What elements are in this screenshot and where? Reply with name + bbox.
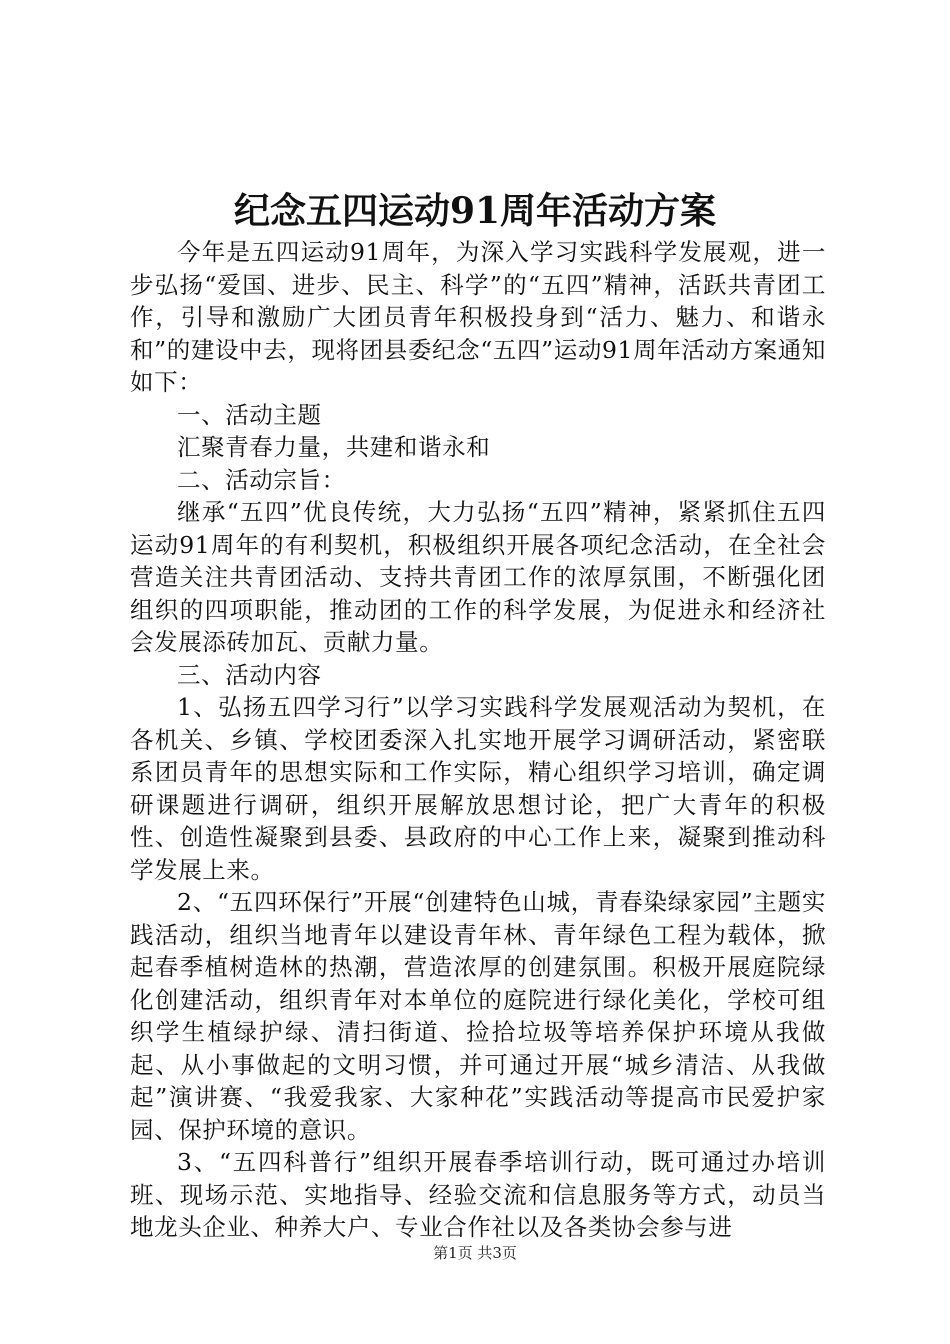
- document-body: [130, 236, 826, 1244]
- document-title: 纪念五四运动91周年活动方案: [233, 190, 717, 232]
- paragraph-item-3: 3、“五四科普行”组织开展春季培训行动，既可通过办培训班、现场示范、实地指导、经验交流和信息服务等方式，动员当地龙头企业、种养大户、专业合作社以及各类协会参与进: [130, 1148, 826, 1241]
- heading-activity-purpose: 二、活动宗旨：: [177, 465, 346, 494]
- paragraph-item-2: 2、“五四环保行”开展“创建特色山城，青春染绿家园”主题实践活动，组织当地青年以建设青年林、青年绿色工程为载体，掀起春季植树造林的热潮，营造浓厚的创建氛围。积极开展庭院绿化创建活动，组织青年对本单位的庭院进行绿化美化，学校可组织学生植绿护绿、清扫街道、捡拾垃圾等培养保护环境从我做起、从小事做起的文明习惯，并可通过开展“城乡清洁、从我做起”演讲赛、“我爱我家、大家种花”实践活动等提高市民爱护家园、保护环境的意识。: [130, 888, 826, 1144]
- page-number-footer: 第1页 共3页: [433, 1244, 517, 1262]
- paragraph-item-1: 1、弘扬五四学习行”以学习实践科学发展观活动为契机，在各机关、乡镇、学校团委深入扎实地开展学习调研活动，紧密联系团员青年的思想实际和工作实际，精心组织学习培训，确定调研课题进行调研，组织开展解放思想讨论，把广大青年的积极性、创造性凝聚到县委、县政府的中心工作上来，凝聚到推动科学发展上来。: [130, 693, 826, 884]
- heading-activity-theme: 一、活动主题: [177, 400, 322, 429]
- paragraph-purpose: 继承“五四”优良传统，大力弘扬“五四”精神，紧紧抓住五四运动91周年的有利契机，积极组织开展各项纪念活动，在全社会营造关注共青团活动、支持共青团工作的浓厚氛围，不断强化团组织的四项职能，推动团的工作的科学发展，为促进永和经济社会发展添砖加瓦、贡献力量。: [130, 498, 826, 656]
- paragraph-theme: 汇聚青春力量，共建和谐永和: [177, 433, 491, 461]
- paragraph-intro: 今年是五四运动91周年，为深入学习实践科学发展观，进一步弘扬“爱国、进步、民主、科学”的“五四”精神，活跃共青团工作，引导和激励广大团员青年积极投身到“活力、魅力、和谐永和”的建设中去，现将团县委纪念“五四”运动91周年活动方案通知如下：: [130, 238, 826, 396]
- heading-activity-content: 三、活动内容: [177, 660, 322, 689]
